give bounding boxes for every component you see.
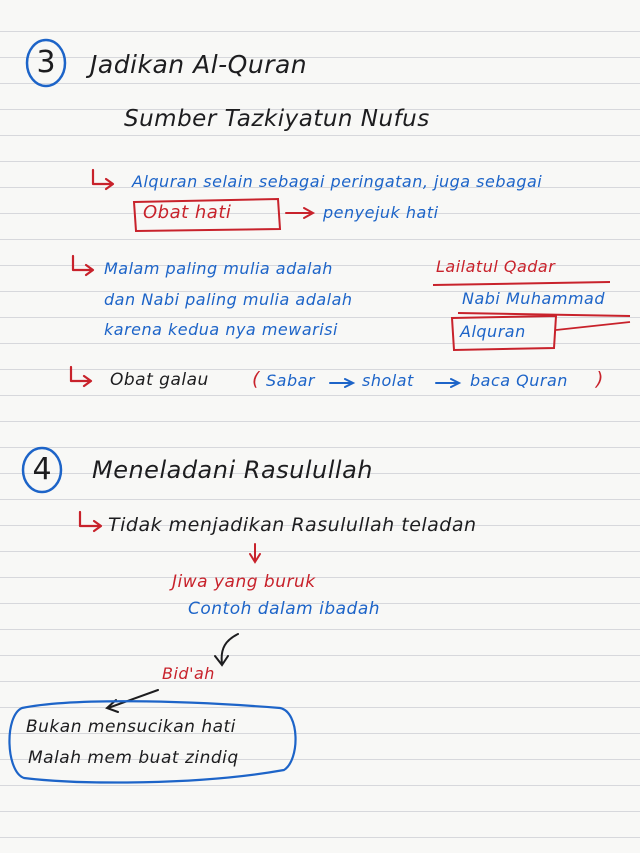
s4-jiwa: Jiwa yang buruk [172, 572, 316, 592]
p2-alquran: Alquran [460, 322, 526, 341]
s4-contoh: Contoh dalam ibadah [188, 599, 381, 619]
arrow-right-icon [286, 208, 313, 218]
p1-obat-hati: Obat hati [143, 202, 232, 223]
p3-paren-close: ) [596, 368, 604, 390]
p2-line3: karena kedua nya mewarisi [104, 320, 338, 339]
bullet-arrow-icon [71, 367, 91, 386]
bullet-arrow-icon [80, 512, 101, 531]
p2-lailatul: Lailatul Qadar [436, 257, 556, 276]
p3-sholat: sholat [362, 371, 414, 390]
section-subtitle-3: Sumber Tazkiyatun Nufus [124, 106, 430, 132]
lailatul-underline [433, 282, 610, 285]
cloud-box [9, 701, 295, 782]
section-number-4: 4 [32, 452, 52, 487]
p1-line1: Alquran selain sebagai peringatan, juga sebagai [132, 172, 543, 191]
p2-line2: dan Nabi paling mulia adalah [104, 290, 353, 309]
p1-penyejuk: penyejuk hati [323, 203, 439, 222]
connector-line [556, 322, 630, 330]
section-title-3: Jadikan Al-Quran [90, 50, 308, 79]
s4-bidah: Bid'ah [162, 664, 215, 683]
p3-baca: baca Quran [470, 371, 568, 390]
box-line2: Malah mem buat zindiq [28, 748, 239, 768]
p2-line1: Malam paling mulia adalah [104, 259, 333, 278]
s4-line1: Tidak menjadikan Rasulullah teladan [108, 514, 477, 536]
box-line1: Bukan mensucikan hati [26, 717, 236, 737]
arrow-right-icon [330, 379, 353, 387]
p3-sabar: Sabar [266, 371, 315, 390]
bullet-arrow-icon [93, 170, 113, 189]
p3-obat-galau: Obat galau [110, 370, 209, 390]
section-title-4: Meneladani Rasulullah [92, 456, 374, 484]
p3-paren-open: ( [252, 368, 260, 390]
arrow-curve-icon [215, 634, 238, 665]
bullet-arrow-icon [73, 256, 93, 275]
arrow-right-icon [436, 379, 459, 387]
arrow-down-icon [250, 544, 260, 562]
p2-nabi: Nabi Muhammad [462, 289, 605, 308]
section-number-3: 3 [36, 45, 56, 80]
